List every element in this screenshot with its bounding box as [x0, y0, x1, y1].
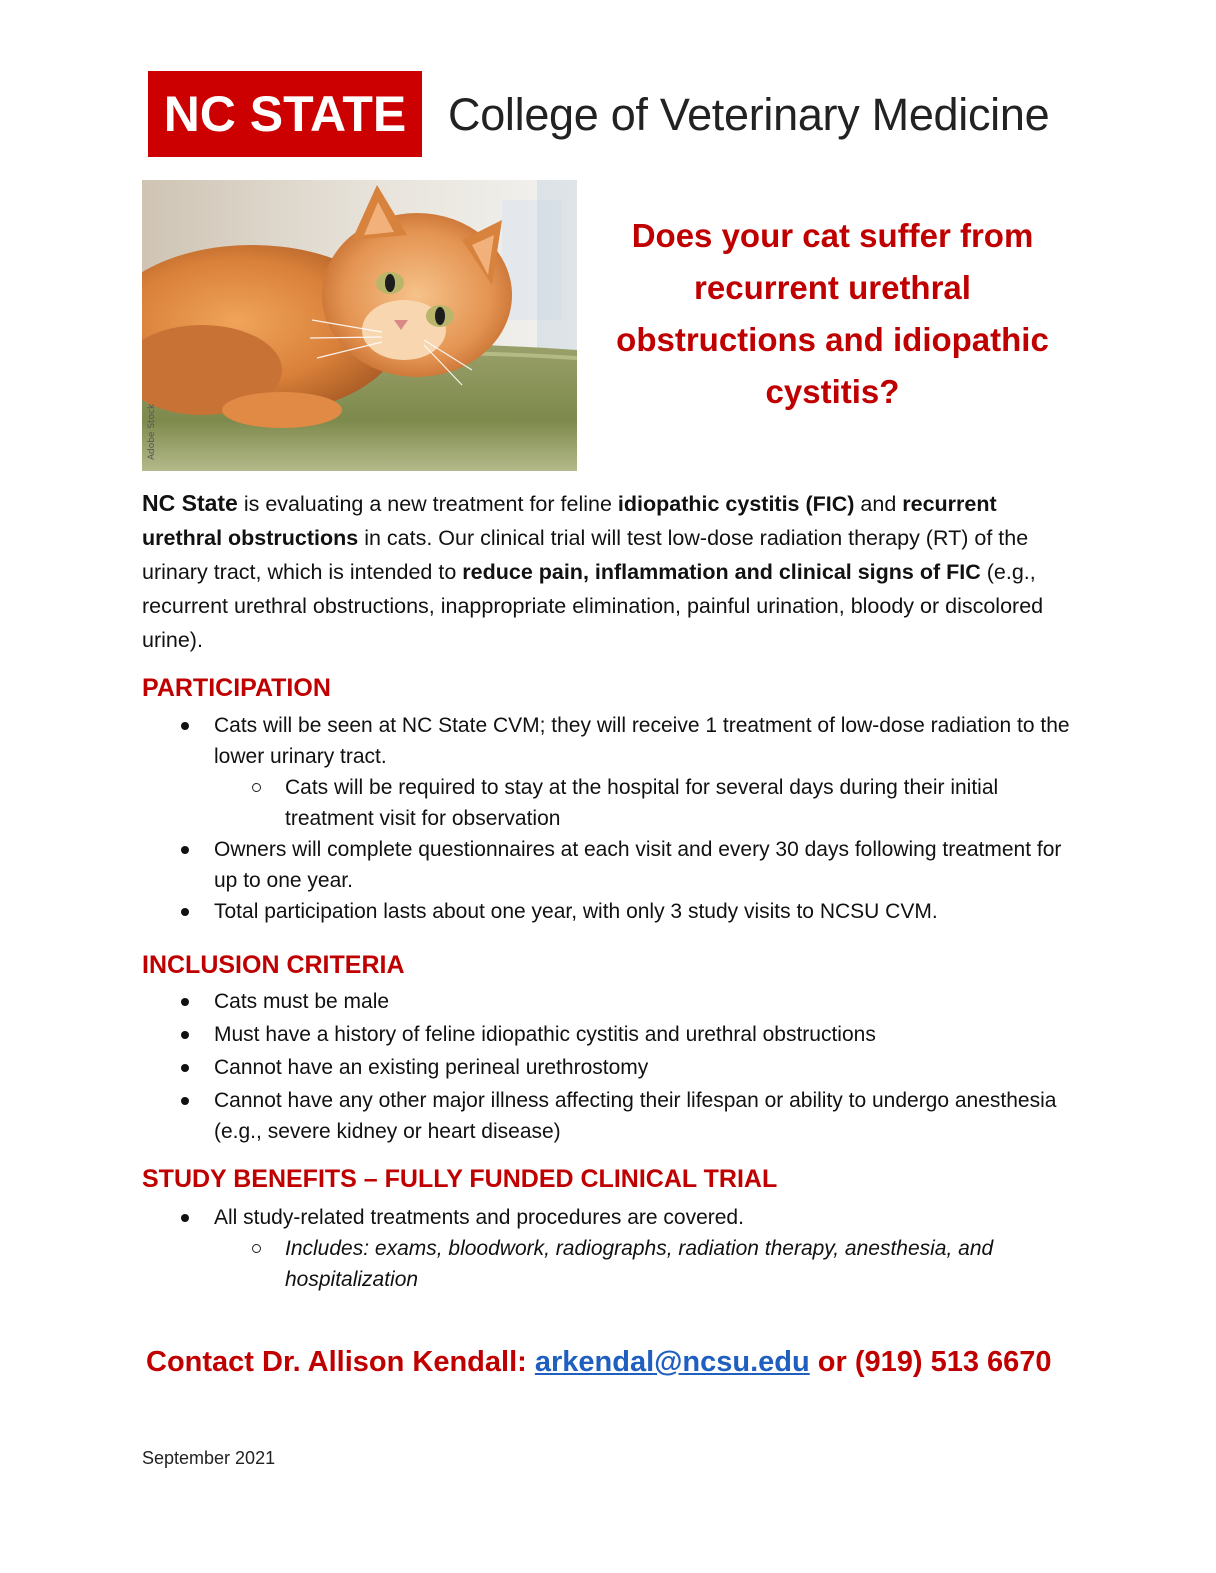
list-item: Cannot have any other major illness affecting their lifespan or ability to undergo anesthesia (e.g., severe kidney or heart disease)	[142, 1085, 1082, 1147]
list-item: Total participation lasts about one year, with only 3 study visits to NCSU CVM.	[142, 896, 1082, 927]
intro-text-3: in cats. Our clinical trial will test low-dose radiation therapy (RT) of the urinary tract, which is intended to	[142, 526, 1029, 584]
headline-line-4: cystitis?	[765, 373, 900, 410]
list-item: Must have a history of feline idiopathic cystitis and urethral obstructions	[142, 1019, 1082, 1050]
intro-text-4: (e.g., recurrent urethral obstructions, inappropriate elimination, painful urination, bloody or discolored urine).	[142, 560, 1044, 652]
participation-list	[142, 710, 1082, 927]
footer-date: September 2021	[142, 1448, 276, 1468]
headline-line-1: Does your cat suffer from	[631, 217, 1034, 254]
list-item: Cats must be male	[142, 986, 1082, 1017]
intro-nc-state: NC State	[142, 490, 238, 516]
headline	[600, 210, 1065, 418]
contact-email-link[interactable]: arkendal@ncsu.edu	[534, 1346, 810, 1378]
headline-line-2: recurrent urethral	[694, 269, 971, 306]
contact-prefix: Contact Dr. Allison Kendall:	[146, 1346, 535, 1378]
inclusion-list	[142, 986, 1082, 1147]
cat-photo	[142, 180, 577, 471]
benefits-list	[142, 1202, 1082, 1295]
photo-credit: Adobe Stock	[147, 403, 157, 460]
contact-phone: or (919) 513 6670	[809, 1346, 1052, 1378]
list-subitem: Cats will be required to stay at the hospital for several days during their initial treatment visit for observation	[142, 772, 1082, 834]
list-item: Owners will complete questionnaires at each visit and every 30 days following treatment for up to one year.	[142, 834, 1082, 896]
list-item: All study-related treatments and procedures are covered.	[142, 1202, 1082, 1233]
inclusion-title: INCLUSION CRITERIA	[142, 951, 405, 979]
headline-line-3: obstructions and idiopathic	[616, 321, 1049, 358]
list-item: Cannot have an existing perineal urethrostomy	[142, 1052, 1082, 1083]
contact-line	[146, 1340, 1052, 1384]
intro-fic: idiopathic cystitis (FIC)	[617, 492, 855, 516]
intro-paragraph	[142, 486, 1082, 657]
benefits-title: STUDY BENEFITS – FULLY FUNDED CLINICAL TRIAL	[142, 1165, 778, 1193]
list-subitem: Includes: exams, bloodwork, radiographs, radiation therapy, anesthesia, and hospitalization	[142, 1233, 1082, 1295]
participation-title: PARTICIPATION	[142, 674, 331, 702]
intro-obstructions: recurrent urethral obstructions	[142, 492, 997, 550]
list-item: Cats will be seen at NC State CVM; they will receive 1 treatment of low-dose radiation to the lower urinary tract.	[142, 710, 1082, 772]
intro-text-1: is evaluating a new treatment for feline	[237, 492, 618, 516]
intro-reduce-pain: reduce pain, inflammation and clinical signs of FIC	[462, 560, 981, 584]
college-name: College of Veterinary Medicine	[448, 89, 1050, 140]
intro-text-2: and	[854, 492, 903, 516]
nc-state-logo: NC STATE	[148, 71, 422, 157]
